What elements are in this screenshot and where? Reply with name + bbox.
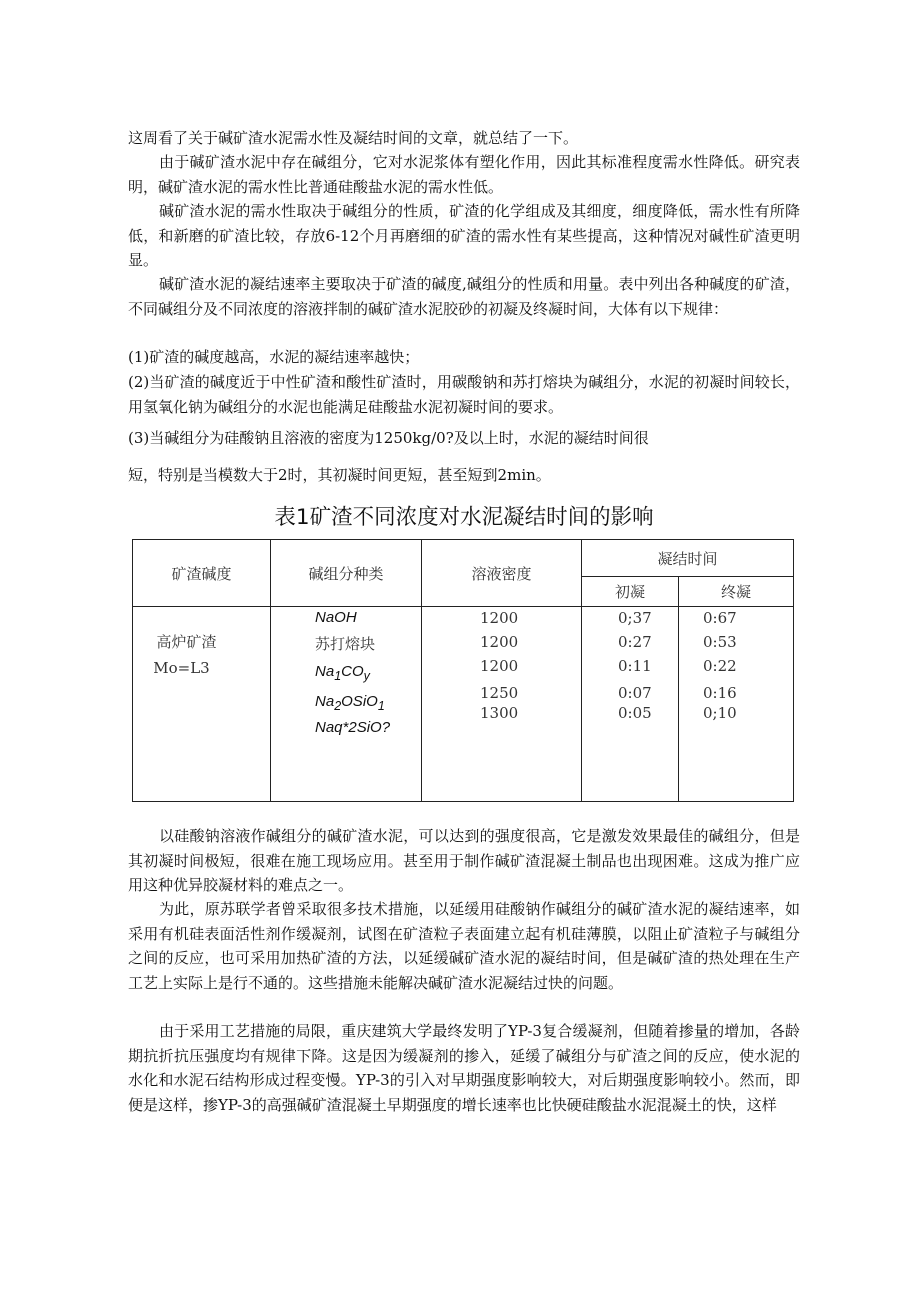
- density-value: 1200: [480, 657, 519, 675]
- density-value: 1200: [480, 633, 519, 651]
- cell-initial-set: [582, 607, 679, 802]
- initial-set-value: 0;37: [618, 609, 652, 627]
- final-set-value: 0:53: [703, 633, 737, 651]
- cell-components: [271, 607, 422, 802]
- component-soda-frit: 苏打熔块: [315, 635, 376, 653]
- setting-time-table: [132, 539, 794, 802]
- rule-1: (1)矿渣的碱度越高，水泥的凝结速率越快；: [128, 348, 420, 366]
- final-set-value: 0:16: [703, 684, 737, 702]
- density-value: 1300: [480, 704, 519, 722]
- header-setting-time: 凝结时间: [582, 540, 794, 577]
- table-caption: 表1矿渣不同浓度对水泥凝结时间的影响: [274, 505, 654, 530]
- component-sodium-silicate: $Na_2OSiO_1$: [315, 693, 385, 713]
- final-set-value: 0;10: [703, 704, 737, 722]
- paragraph-water-demand-factors: 碱矿渣水泥的需水性取决于碱组分的性质，矿渣的化学组成及其细度，细度降低，需水性有所降低，和新磨的矿渣比较，存放6-12个月再磨细的矿渣的需水性有某些提高，这种情况对碱性矿渣更明显。: [128, 202, 800, 269]
- header-final-set: 终凝: [679, 577, 794, 607]
- component-sodium-carbonate: $Na_1CO_y$: [315, 663, 370, 683]
- header-initial-set: 初凝: [582, 577, 679, 607]
- initial-set-value: 0:27: [618, 633, 652, 651]
- paragraph-water-demand: 由于碱矿渣水泥中存在碱组分，它对水泥浆体有塑化作用，因此其标准程度需水性降低。研究表明，碱矿渣水泥的需水性比普通硅酸盐水泥的需水性低。: [128, 153, 800, 196]
- slag-modulus: Mo=L3: [153, 659, 210, 677]
- paragraph-soviet-measures: 为此，原苏联学者曾采取很多技术措施，以延缓用硅酸钠作碱组分的碱矿渣水泥的凝结速率，如采用有机硅表面活性剂作缓凝剂，试图在矿渣粒子表面建立起有机硅薄膜，以阻止矿渣粒子与碱组分之间的反应，也可采用加热矿渣的方法，以延缓碱矿渣水泥的凝结时间，但是碱矿渣的热处理在生产工艺上实际上是行不通的。这些措施未能解决碱矿渣水泥凝结过快的问题。: [128, 900, 800, 992]
- header-density: 溶液密度: [422, 540, 582, 607]
- component-naoh: NaOH: [315, 609, 357, 626]
- paragraph-intro: 这周看了关于碱矿渣水泥需水性及凝结时间的文章，就总结了一下。: [128, 129, 579, 147]
- initial-set-value: 0:11: [618, 657, 652, 675]
- paragraph-setting-rate: 碱矿渣水泥的凝结速率主要取决于矿渣的碱度,碱组分的性质和用量。表中列出各种碱度的矿渣，不同碱组分及不同浓度的溶液拌制的碱矿渣水泥胶砂的初凝及终凝时间，大体有以下规律：: [128, 275, 800, 318]
- rule-2: (2)当矿渣的碱度近于中性矿渣和酸性矿渣时，用碳酸钠和苏打熔块为碱组分，水泥的初凝时间较长，用氢氧化钠为碱组分的水泥也能满足硅酸盐水泥初凝时间的要求。: [128, 373, 800, 416]
- component-water-glass: Naq*2SiO?: [315, 719, 391, 736]
- rule-3-line-1: (3)当碱组分为硅酸钠且溶液的密度为1250kg/0?及以上时，水泥的凝结时间很: [128, 429, 649, 447]
- header-alkali-type: 碱组分种类: [271, 540, 422, 607]
- paragraph-sodium-silicate: 以硅酸钠溶液作碱组分的碱矿渣水泥，可以达到的强度很高，它是激发效果最佳的碱组分，但是其初凝时间极短，很难在施工现场应用。甚至用于制作碱矿渣混凝土制品也出现困难。这成为推广应用这种优异胶凝材料的难点之一。: [128, 827, 800, 894]
- final-set-value: 0:22: [703, 657, 737, 675]
- cell-slag: [133, 607, 271, 802]
- cell-final-set: [679, 607, 794, 802]
- final-set-value: 0:67: [703, 609, 737, 627]
- cell-density: [422, 607, 582, 802]
- initial-set-value: 0:05: [618, 704, 652, 722]
- header-slag-basicity: 矿渣碱度: [133, 540, 271, 607]
- density-value: 1200: [480, 609, 519, 627]
- paragraph-yp3-retarder: 由于采用工艺措施的局限，重庆建筑大学最终发明了YP-3复合缓凝剂，但随着掺量的增加，各龄期抗折抗压强度均有规律下降。这是因为缓凝剂的掺入，延缓了碱组分与矿渣之间的反应，使水泥的水化和水泥石结构形成过程变慢。YP-3的引入对早期强度影响较大，对后期强度影响较小。然而，即便是这样，掺YP-3的高强碱矿渣混凝土早期强度的增长速率也比快硬硅酸盐水泥混凝土的快，这样: [128, 1022, 800, 1114]
- rule-3-line-2: 短，特别是当模数大于2时，其初凝时间更短，甚至短到2min。: [128, 466, 551, 484]
- initial-set-value: 0:07: [618, 684, 652, 702]
- slag-type: 高炉矿渣: [156, 633, 217, 651]
- density-value: 1250: [480, 684, 519, 702]
